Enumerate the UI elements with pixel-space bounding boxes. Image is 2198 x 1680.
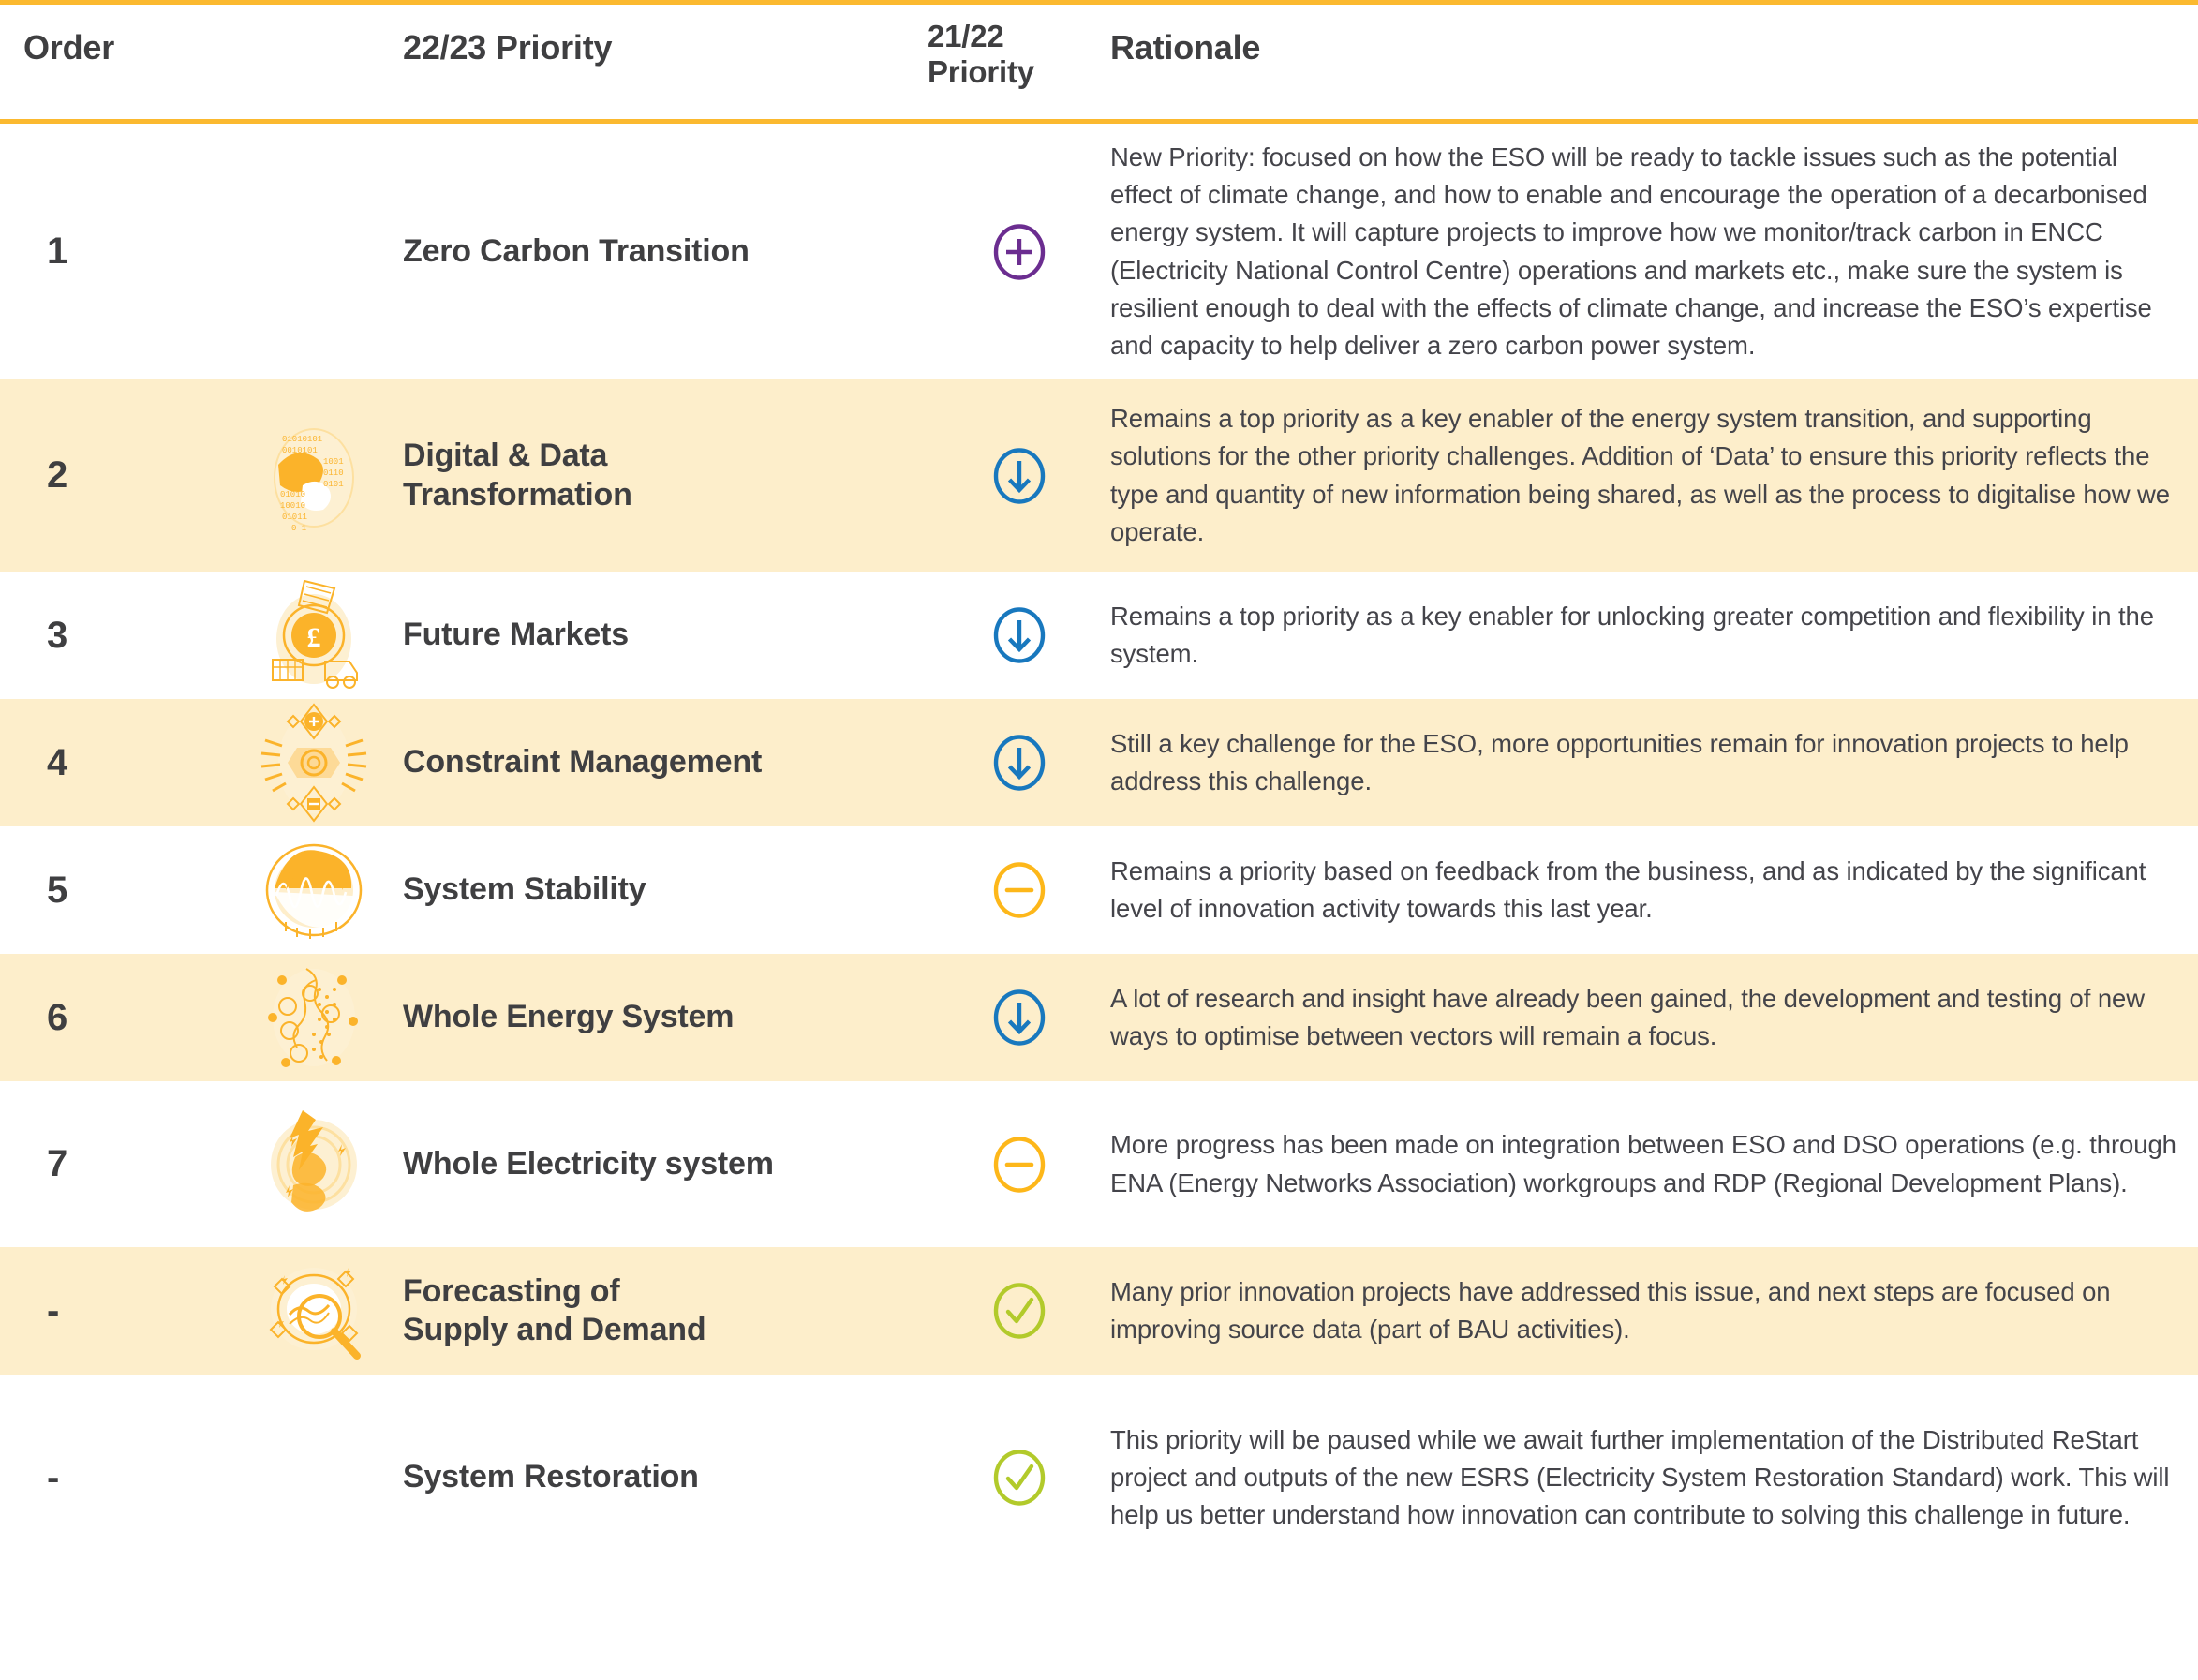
priority-title-cell — [403, 232, 928, 271]
rationale-text: A lot of research and insight have already been gained, the development and testing of new ways to optimise between vectors will remain a focus. — [1110, 983, 2145, 1050]
priority-title — [403, 437, 632, 514]
rationale-cell — [1110, 980, 2198, 1055]
svg-text:£: £ — [306, 622, 321, 653]
priority-title — [403, 1272, 705, 1350]
future-markets-icon — [225, 570, 403, 701]
priority-title-cell — [403, 998, 928, 1036]
column-header-order: Order — [23, 28, 115, 67]
rationale-cell — [1110, 1126, 2198, 1201]
priority-title-line: Constraint Management — [403, 744, 763, 781]
row-order-cell — [0, 454, 225, 497]
priority-title — [403, 743, 762, 781]
row-order-cell — [0, 1290, 225, 1332]
priority-title — [403, 616, 629, 654]
arrow-down-circle-icon — [928, 444, 1110, 508]
arrow-down-circle-icon — [928, 986, 1110, 1049]
priority-title-cell — [403, 743, 928, 781]
plus-circle-icon — [928, 220, 1110, 284]
rationale-text: Remains a top priority as a key enabler of the energy system transition, and supporting solutions for the other priority challenges. Addition of ‘Data’ to ensure this priority reflects the type and quantity of new information being shared, as well as the process to digitalise how we operate. — [1110, 404, 2170, 546]
table-row — [0, 572, 2198, 699]
digital-data-icon — [225, 410, 403, 542]
row-order-cell — [0, 1143, 225, 1185]
priority-title-cell — [403, 616, 928, 654]
rationale-cell — [1110, 1273, 2198, 1348]
order-number: - — [47, 1456, 60, 1498]
arrow-down-circle-icon — [928, 603, 1110, 667]
priority-title — [403, 1458, 699, 1496]
constraint-management-icon — [225, 697, 403, 828]
order-number: - — [47, 1289, 60, 1331]
priority-title-line: Future Markets — [403, 617, 629, 653]
svg-text:0010101: 0010101 — [282, 445, 318, 455]
svg-text:01011: 01011 — [282, 512, 308, 522]
svg-text:10010: 10010 — [280, 500, 306, 511]
column-header-priority: 22/23 Priority — [403, 28, 613, 67]
rationale-cell — [1110, 598, 2198, 673]
priority-title-cell — [403, 1272, 928, 1350]
column-header-previous-priority — [928, 5, 1110, 91]
table-row — [0, 1375, 2198, 1581]
rationale-text: Remains a priority based on feedback from the business, and as indicated by the significant level of innovation activity towards this last year. — [1110, 855, 2146, 923]
rationale-cell — [1110, 1421, 2198, 1534]
row-order-cell — [0, 870, 225, 912]
order-number: 2 — [47, 454, 68, 496]
forecasting-supply-demand-icon — [225, 1245, 403, 1376]
table-row — [0, 826, 2198, 954]
order-number: 6 — [47, 996, 68, 1038]
table-row — [0, 124, 2198, 379]
priority-title-cell — [403, 1458, 928, 1496]
priority-title-line: Transformation — [403, 476, 632, 513]
priority-title-cell — [403, 870, 928, 909]
arrow-down-circle-icon — [928, 731, 1110, 795]
priority-title-cell — [403, 437, 928, 514]
check-circle-icon — [928, 1279, 1110, 1343]
priority-title-line: Whole Electricity system — [403, 1145, 774, 1182]
order-number: 4 — [47, 741, 68, 783]
rationale-cell — [1110, 139, 2198, 364]
table-header-row — [0, 5, 2198, 119]
table-row — [0, 1247, 2198, 1375]
svg-text:01010101: 01010101 — [282, 434, 323, 444]
table-row — [0, 379, 2198, 572]
priority-title — [403, 998, 734, 1036]
priority-title — [403, 870, 646, 909]
order-number: 7 — [47, 1143, 68, 1184]
svg-text:0 1: 0 1 — [291, 523, 307, 533]
order-number: 1 — [47, 230, 68, 272]
rationale-text: Remains a top priority as a key enabler for unlocking greater competition and flexibility in the system. — [1110, 601, 2154, 668]
minus-circle-icon — [928, 858, 1110, 922]
row-order-cell — [0, 997, 225, 1039]
table-row — [0, 1081, 2198, 1247]
rationale-text: Many prior innovation projects have addressed this issue, and next steps are focused on improving source data (part of BAU activities). — [1110, 1276, 2111, 1344]
priority-title-line: System Stability — [403, 871, 646, 908]
priority-title-cell — [403, 1145, 928, 1183]
table-row — [0, 954, 2198, 1081]
order-number: 5 — [47, 869, 68, 911]
priority-title-line: Whole Energy System — [403, 999, 735, 1035]
system-stability-icon — [225, 825, 403, 956]
minus-circle-icon — [928, 1133, 1110, 1197]
column-header-previous-priority-line2: Priority — [928, 54, 1034, 90]
column-header-rationale: Rationale — [1110, 28, 1261, 67]
priority-title — [403, 1145, 774, 1183]
column-header-previous-priority-line1: 21/22 — [928, 19, 1004, 53]
rationale-text: This priority will be paused while we await further implementation of the Distributed ReStart project and outputs of the new ESRS (Electricity System Restoration Standard) work. This will help us better understand how innovation can contribute to solving this challenge in future. — [1110, 1424, 2170, 1530]
row-order-cell — [0, 742, 225, 784]
priority-title-line: Zero Carbon Transition — [403, 232, 750, 269]
priority-title-line: Supply and Demand — [403, 1312, 706, 1347]
svg-text:01010: 01010 — [280, 489, 306, 499]
rationale-text: New Priority: focused on how the ESO will be ready to tackle issues such as the potential effect of climate change, and how to enable and encourage the operation of a decarbonised energy system. It will capture projects to improve how we monitor/track carbon in ENCC (Electricity National Control Centre) operations and markets etc., make sure the system is resilient enough to deal with the effects of climate change, and increase the ESO’s expertise and capacity to help deliver a zero carbon power system. — [1110, 142, 2152, 360]
order-number: 3 — [47, 614, 68, 656]
row-order-cell — [0, 230, 225, 273]
svg-text:1001: 1001 — [323, 456, 344, 467]
rationale-cell — [1110, 725, 2198, 800]
rationale-cell — [1110, 400, 2198, 551]
whole-electricity-system-icon — [225, 1099, 403, 1230]
whole-energy-system-icon — [225, 952, 403, 1083]
check-circle-icon — [928, 1446, 1110, 1509]
row-order-cell — [0, 1457, 225, 1499]
priority-title-line: Forecasting of — [403, 1272, 620, 1309]
table-row — [0, 699, 2198, 826]
rationale-cell — [1110, 853, 2198, 928]
rationale-text: Still a key challenge for the ESO, more opportunities remain for innovation projects to help address this challenge. — [1110, 728, 2129, 795]
priority-title — [403, 232, 750, 271]
svg-text:0110: 0110 — [323, 468, 344, 478]
priority-title-line: System Restoration — [403, 1459, 699, 1495]
priority-title-line: Digital & Data — [403, 438, 608, 474]
rationale-text: More progress has been made on integration between ESO and DSO operations (e.g. through ENA (Energy Networks Association) workgroups and RDP (Regional Development Plans). — [1110, 1130, 2176, 1197]
table-body — [0, 124, 2198, 1581]
svg-text:0101: 0101 — [323, 479, 344, 489]
row-order-cell — [0, 615, 225, 657]
